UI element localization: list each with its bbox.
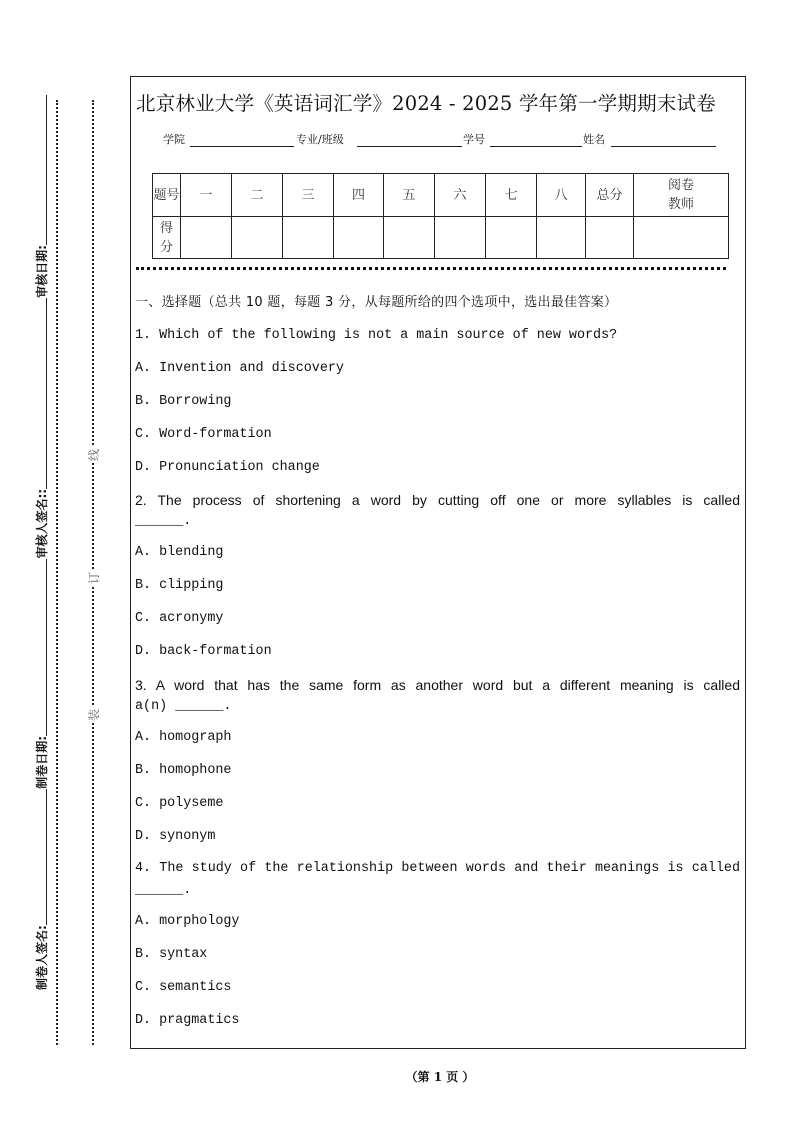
- binding-mark-xian: 线: [87, 449, 101, 462]
- option[interactable]: A. Invention and discovery: [135, 360, 344, 376]
- student-id-field[interactable]: [490, 146, 582, 147]
- header-cell: 二: [232, 174, 283, 217]
- score-row-label: 得分: [153, 217, 181, 259]
- score-cell[interactable]: [384, 217, 435, 259]
- option[interactable]: B. Borrowing: [135, 393, 232, 409]
- header-cell: 题号: [153, 174, 181, 217]
- header-cell: 六: [435, 174, 486, 217]
- question-4-blank: ______.: [135, 883, 192, 898]
- college-label: 学院: [163, 133, 185, 146]
- header-cell: 五: [384, 174, 435, 217]
- option[interactable]: D. pragmatics: [135, 1013, 240, 1028]
- question-2-blank: ______.: [135, 514, 192, 529]
- review-date-label: 审核日期:: [35, 245, 49, 298]
- score-row: [153, 217, 729, 259]
- score-cell[interactable]: [435, 217, 486, 259]
- option[interactable]: A. homograph: [135, 729, 232, 745]
- option[interactable]: C. acronymy: [135, 611, 224, 626]
- header-cell: 总分: [586, 174, 634, 217]
- maker-sign-label: 制卷人签名:: [35, 925, 49, 990]
- reviewer-sign-field[interactable]: [46, 298, 47, 489]
- exam-body: [135, 286, 740, 1038]
- major-label: 专业/班级: [296, 133, 344, 146]
- header-cell: 八: [537, 174, 586, 217]
- option[interactable]: B. syntax: [135, 947, 208, 962]
- binding-mark-ding: 订: [87, 572, 101, 585]
- make-date-label: 制卷日期:: [35, 735, 49, 789]
- option[interactable]: C. polyseme: [135, 795, 224, 811]
- margin-signature-strip: [30, 95, 50, 1045]
- maker-sign-field[interactable]: [46, 789, 47, 925]
- question-2: 2. The process of shortening a word by cutting off one or more syllables is called: [135, 492, 740, 508]
- option[interactable]: C. semantics: [135, 980, 232, 995]
- section-heading: 一、选择题（总共 10 题，每题 3 分，从每题所给的四个选项中，选出最佳答案）: [135, 294, 618, 310]
- page-number: （第 1 页 ）: [405, 1070, 475, 1084]
- score-cell[interactable]: [232, 217, 283, 259]
- header-cell: 三: [283, 174, 334, 217]
- option[interactable]: B. homophone: [135, 762, 232, 778]
- score-header-row: [153, 174, 729, 217]
- name-field[interactable]: [611, 146, 716, 147]
- score-cell[interactable]: [586, 217, 634, 259]
- student-id-label: 学号: [463, 133, 485, 146]
- question-4: 4. The study of the relationship between words and their meanings is called: [135, 861, 740, 876]
- header-cell: 四: [334, 174, 384, 217]
- question-3: 3. A word that has the same form as another word but a different meaning is called: [135, 676, 740, 693]
- college-field[interactable]: [190, 146, 294, 147]
- reviewer-sign-label: 审核人签名::: [35, 488, 49, 559]
- dotted-separator: [136, 267, 726, 270]
- exam-title: 北京林业大学《英语词汇学》2024 - 2025 学年第一学期期末试卷: [136, 92, 716, 115]
- score-cell[interactable]: [181, 217, 232, 259]
- question-1: 1. Which of the following is not a main source of new words?: [135, 327, 618, 343]
- score-table: [152, 173, 729, 259]
- option[interactable]: C. Word-formation: [135, 426, 272, 442]
- margin-dotted-line: [56, 100, 58, 1045]
- score-cell[interactable]: [283, 217, 334, 259]
- score-cell[interactable]: [634, 217, 729, 259]
- review-date-field[interactable]: [46, 95, 47, 245]
- header-cell: 阅卷教师: [634, 174, 729, 217]
- score-cell[interactable]: [537, 217, 586, 259]
- name-label: 姓名: [583, 133, 605, 146]
- score-cell[interactable]: [486, 217, 537, 259]
- option[interactable]: D. Pronunciation change: [135, 459, 320, 475]
- option[interactable]: A. morphology: [135, 914, 240, 929]
- option[interactable]: A. blending: [135, 545, 224, 560]
- header-cell: 七: [486, 174, 537, 217]
- header-cell: 一: [181, 174, 232, 217]
- score-cell[interactable]: [334, 217, 384, 259]
- binding-mark-zhuang: 装: [87, 709, 101, 722]
- option[interactable]: B. clipping: [135, 578, 224, 593]
- question-3-blank: a(n) ______.: [135, 698, 232, 714]
- option[interactable]: D. synonym: [135, 828, 216, 844]
- option[interactable]: D. back-formation: [135, 644, 272, 659]
- major-field[interactable]: [357, 146, 462, 147]
- make-date-field[interactable]: [46, 559, 47, 736]
